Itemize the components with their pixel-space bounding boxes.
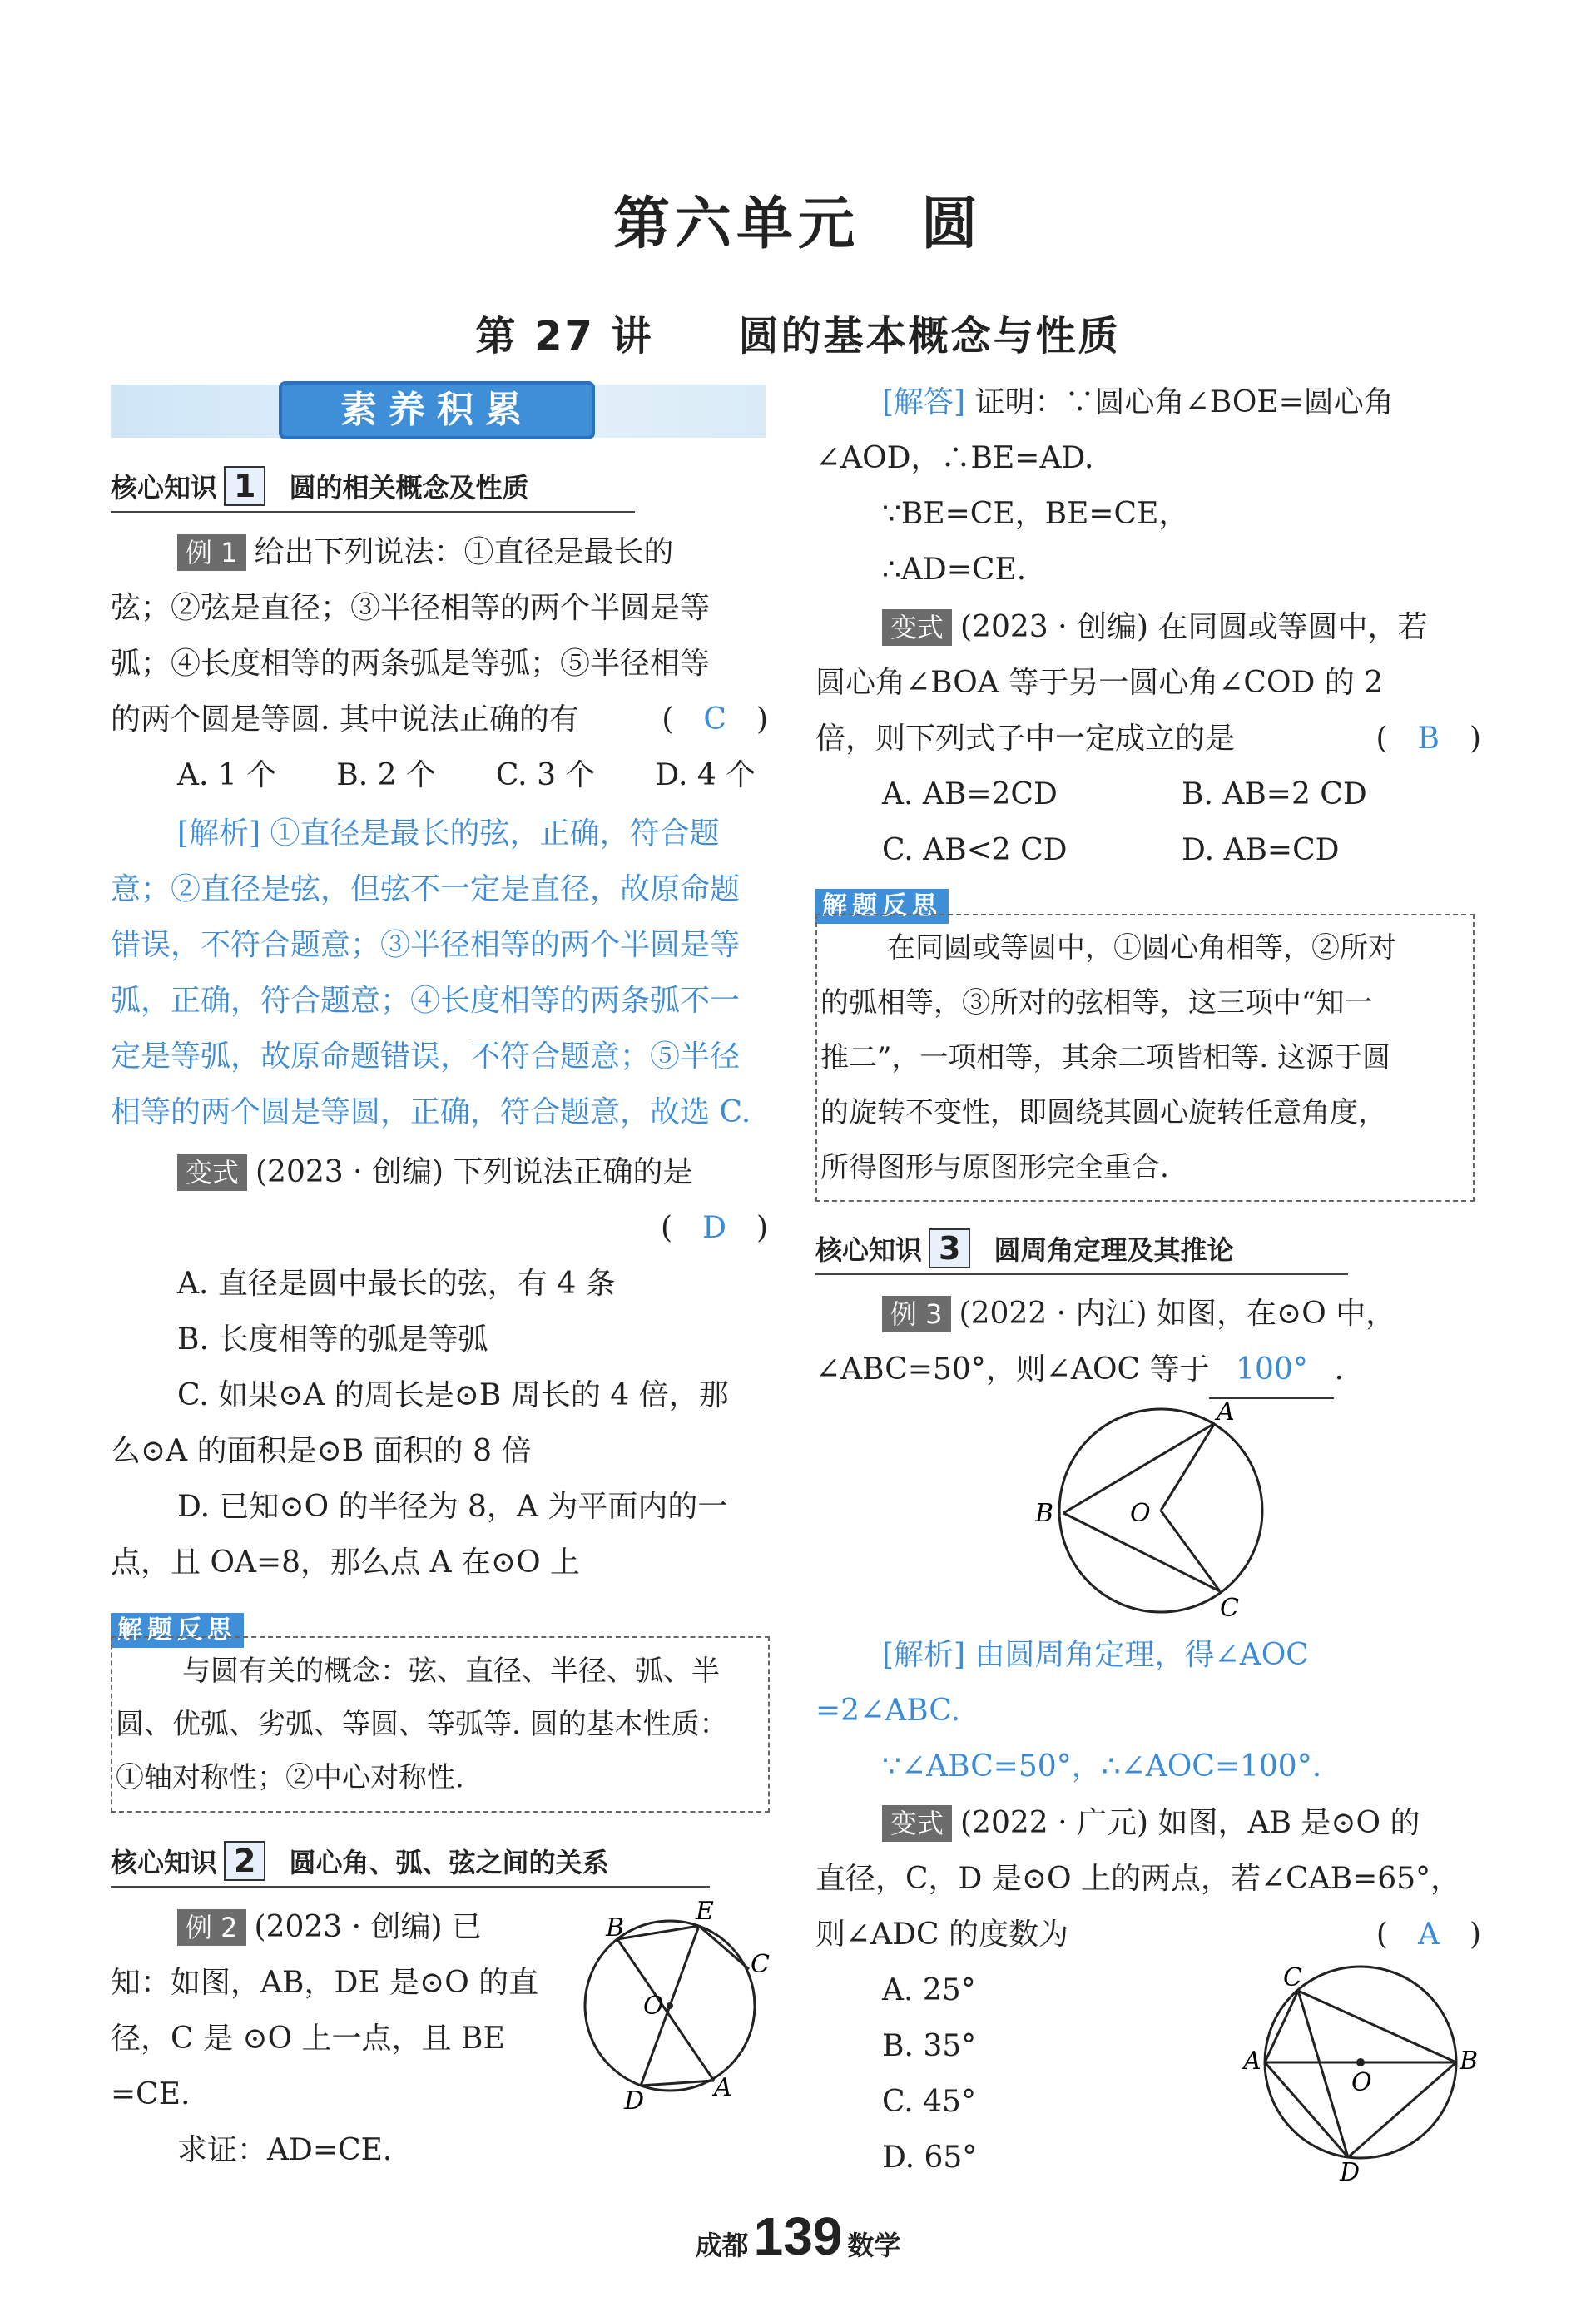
solution-tag: [解答]: [882, 385, 966, 419]
kp3-label: 核心知识: [815, 1234, 923, 1266]
kp1-title: 圆的相关概念及性质: [289, 472, 529, 504]
example-1-line: 弧；④长度相等的两条弧是等弧；⑤半径相等: [111, 647, 711, 681]
variant-3-option: B. 35°: [882, 2029, 977, 2063]
fig4-label-o: O: [1351, 2068, 1372, 2097]
variant-1-option: A. 直径是圆中最长的弦，有 4 条: [177, 1267, 616, 1301]
reflect-2-box: [815, 914, 1475, 1202]
variant-2-answer: B: [1417, 722, 1440, 756]
variant-2-line: 倍，则下列式子中一定成立的是: [815, 722, 1236, 756]
example-1-analysis: [111, 806, 768, 1140]
variant-2-option: A. AB=2CD: [882, 777, 1058, 811]
kp1-number: 1: [224, 466, 265, 506]
variant-1-option: D. 已知⊙O 的半径为 8，A 为平面内的一: [177, 1490, 728, 1524]
fig2-label-e: E: [696, 1897, 714, 1926]
example-3-analysis: [815, 1627, 1481, 1794]
example-1-line: 弦；②弦是直径；③半径相等的两个半圆是等: [111, 591, 711, 625]
reflect-line: 在同圆或等圆中，①圆心角相等，②所对: [887, 931, 1396, 965]
example-3: 例 3 (2022 · 内江) 如图，在⊙O 中， ∠ABC=50°，则∠AOC 等于 100° .: [815, 1286, 1481, 1399]
example-2-line: 径，C 是 ⊙O 上一点，且 BE: [111, 2022, 505, 2056]
variant-3-line: 则∠ADC 的度数为: [815, 1918, 1069, 1952]
analysis-line: 弧，正确，符合题意；④长度相等的两条弧不一: [111, 984, 741, 1018]
variant-1-option: 点，且 OA=8，那么点 A 在⊙O 上: [111, 1546, 581, 1580]
variant-3: 变式 (2022 · 广元) 如图，AB 是⊙O 的 直径，C，D 是⊙O 上的两点，若∠CAB=65°， 则∠ADC 的度数为 ( A ) A. 25° B. 35° C. 45° D. 65°: [815, 1795, 1481, 2186]
example-2-line: 知：如图，AB，DE 是⊙O 的直: [111, 1966, 539, 2000]
variant-2-tag: 变式: [882, 609, 952, 646]
analysis-line: 意；②直径是弦，但弦不一定是直径，故原命题: [111, 872, 741, 906]
variant-3-option: D. 65°: [882, 2141, 978, 2175]
kp2-heading: [111, 1841, 608, 1881]
reflect-line: ①轴对称性；②中心对称性.: [116, 1761, 464, 1794]
kp3-underline: [815, 1273, 1348, 1275]
variant-3-line: 直径，C，D 是⊙O 上的两点，若∠CAB=65°，: [815, 1862, 1461, 1896]
example-1-tag: 例 1: [177, 534, 246, 571]
variant-3-tag: 变式: [882, 1805, 952, 1842]
example-3-answer: 100°: [1236, 1352, 1308, 1387]
fig2-label-d: D: [624, 2086, 645, 2116]
example-1: 例 1 给出下列说法：①直径是最长的 弦；②弦是直径；③半径相等的两个半圆是等 弧；④长度相等的两条弧是等弧；⑤半径相等 的两个圆是等圆. 其中说法正确的有 ( C ) A. 1 个 B. 2 个 C. 3 个 D. 4 个: [111, 524, 768, 803]
variant-2-option: C. AB<2 CD: [882, 833, 1068, 867]
analysis-line: ①直径是最长的弦，正确，符合题: [270, 816, 720, 851]
kp1-heading: [111, 466, 528, 506]
reflect-line: 的旋转不变性，即圆绕其圆心旋转任意角度，: [820, 1096, 1386, 1129]
reflect-1-box: [111, 1636, 770, 1813]
example-2-prove: 求证：AD=CE.: [177, 2133, 393, 2167]
page-footer: [0, 2205, 1596, 2267]
kp1-label: 核心知识: [111, 472, 218, 504]
footer-city: 成都: [695, 2230, 749, 2261]
kp3-heading: [815, 1228, 1233, 1268]
variant-2-line: 圆心角∠BOA 等于另一圆心角∠COD 的 2: [815, 666, 1384, 700]
fig2-label-o: O: [643, 1992, 664, 2021]
fig4-label-d: D: [1340, 2158, 1361, 2181]
footer-subject: 数学: [847, 2230, 901, 2261]
variant-1: 变式 (2023 · 创编) 下列说法正确的是 ( D ) A. 直径是圆中最长的弦，有 4 条 B. 长度相等的弧是等弧 C. 如果⊙A 的周长是⊙B 周长的 4 倍，那 么⊙A 的面积是⊙B 面积的 8 倍 D. 已知⊙O 的半径为 8，A 为平面内的一 点，且 OA=8，那么点 A 在⊙O 上: [111, 1144, 768, 1590]
reflect-line: 与圆有关的概念：弦、直径、半径、弧、半: [182, 1655, 720, 1688]
variant-3-line: (2022 · 广元) 如图，AB 是⊙O 的: [960, 1806, 1420, 1840]
example-2-line: =CE.: [111, 2077, 191, 2111]
fig3-label-b: B: [1035, 1499, 1054, 1528]
analysis-line: ∵∠ABC=50°，∴∠AOC=100°.: [882, 1749, 1322, 1784]
fig2-label-a: A: [714, 2073, 732, 2102]
variant-2-option: B. AB=2 CD: [1182, 777, 1367, 811]
variant-1-answer: D: [702, 1211, 726, 1245]
example-3-tag: 例 3: [882, 1296, 951, 1332]
fig4-label-a: A: [1243, 2047, 1261, 2076]
section-banner: 素养积累: [279, 381, 595, 439]
example-1-answer: C: [703, 702, 726, 737]
analysis-line: 定是等弧，故原命题错误，不符合题意；⑤半径: [111, 1039, 741, 1074]
lecture-title: 第 27 讲 圆的基本概念与性质: [475, 313, 1121, 360]
analysis-tag: [解析]: [177, 816, 261, 851]
fig2-label-c: C: [751, 1950, 770, 1979]
page-number: 139: [753, 2206, 843, 2266]
analysis-line: =2∠ABC.: [815, 1694, 961, 1728]
analysis-line: 相等的两个圆是等圆，正确，符合题意，故选 C.: [111, 1095, 751, 1129]
variant-2-line: (2023 · 创编) 在同圆或等圆中，若: [960, 610, 1428, 644]
fig4-label-b: B: [1460, 2047, 1479, 2076]
example-2-tag: 例 2: [177, 1909, 246, 1946]
example-3-line: (2022 · 内江) 如图，在⊙O 中，: [959, 1297, 1396, 1331]
example-3-line: ∠ABC=50°，则∠AOC 等于: [815, 1352, 1210, 1387]
figure-var3: [1240, 1956, 1489, 2181]
example-1-line: 的两个圆是等圆. 其中说法正确的有: [111, 702, 579, 737]
variant-1-tag: 变式: [177, 1154, 247, 1191]
example-1-line: 给出下列说法：①直径是最长的: [254, 535, 674, 569]
variant-2: 变式 (2023 · 创编) 在同圆或等圆中，若 圆心角∠BOA 等于另一圆心角∠COD 的 2 倍，则下列式子中一定成立的是 ( B ) A. AB=2CD B. AB=2 CD C. AB<2 CD D. AB=CD: [815, 599, 1481, 878]
variant-3-answer: A: [1417, 1918, 1440, 1952]
fig3-label-c: C: [1220, 1594, 1239, 1623]
solution-line: ∠AOD，∴BE=AD.: [815, 441, 1094, 475]
reflect-line: 的弧相等，③所对的弦相等，这三项中“知一: [820, 986, 1373, 1020]
variant-3-option: C. 45°: [882, 2085, 976, 2119]
fig3-label-o: O: [1130, 1499, 1151, 1528]
fig4-label-c: C: [1283, 1963, 1302, 1992]
kp1-underline: [111, 511, 635, 513]
figure-ex2: [574, 1889, 782, 2122]
unit-title: 第六单元 圆: [612, 191, 983, 257]
analysis-tag: [解析]: [882, 1638, 966, 1672]
reflect-1-tag: 解题反思: [111, 1613, 244, 1648]
variant-1-stem: (2023 · 创编) 下列说法正确的是: [255, 1155, 693, 1189]
reflect-line: 推二”，一项相等，其余二项皆相等. 这源于圆: [820, 1041, 1390, 1074]
example-1-options: A. 1 个 B. 2 个 C. 3 个 D. 4 个: [177, 758, 756, 792]
variant-2-option: D. AB=CD: [1182, 833, 1340, 867]
analysis-line: 错误，不符合题意；③半径相等的两个半圆是等: [111, 928, 741, 962]
reflect-line: 所得图形与原图形完全重合.: [820, 1151, 1169, 1184]
kp2-underline: [111, 1886, 710, 1888]
variant-1-option: C. 如果⊙A 的周长是⊙B 周长的 4 倍，那: [177, 1378, 729, 1412]
variant-3-option: A. 25°: [882, 1973, 976, 2007]
fig2-label-b: B: [606, 1913, 625, 1942]
example-2: [111, 1899, 577, 2178]
example-2-line: (2023 · 创编) 已: [254, 1910, 483, 1944]
kp3-number: 3: [929, 1228, 970, 1268]
kp2-label: 核心知识: [111, 1847, 218, 1878]
solution-line: 证明：∵圆心角∠BOE=圆心角: [974, 385, 1394, 419]
kp2-number: 2: [224, 1841, 265, 1881]
reflect-2-tag: 解题反思: [815, 889, 949, 924]
solution-line: ∴AD=CE.: [882, 553, 1027, 587]
reflect-line: 圆、优弧、劣弧、等圆、等弧等. 圆的基本性质：: [116, 1708, 728, 1741]
variant-1-option: 么⊙A 的面积是⊙B 面积的 8 倍: [111, 1434, 532, 1468]
analysis-line: 由圆周角定理，得∠AOC: [974, 1638, 1309, 1672]
solution-line: ∵BE=CE，BE=CE，: [882, 497, 1189, 531]
example-2-solution: [815, 375, 1481, 598]
kp3-title: 圆周角定理及其推论: [994, 1234, 1234, 1266]
figure-ex3: [1024, 1398, 1298, 1623]
variant-1-option: B. 长度相等的弧是等弧: [177, 1322, 488, 1357]
kp2-title: 圆心角、弧、弦之间的关系: [289, 1847, 609, 1878]
fig3-label-a: A: [1217, 1398, 1235, 1426]
